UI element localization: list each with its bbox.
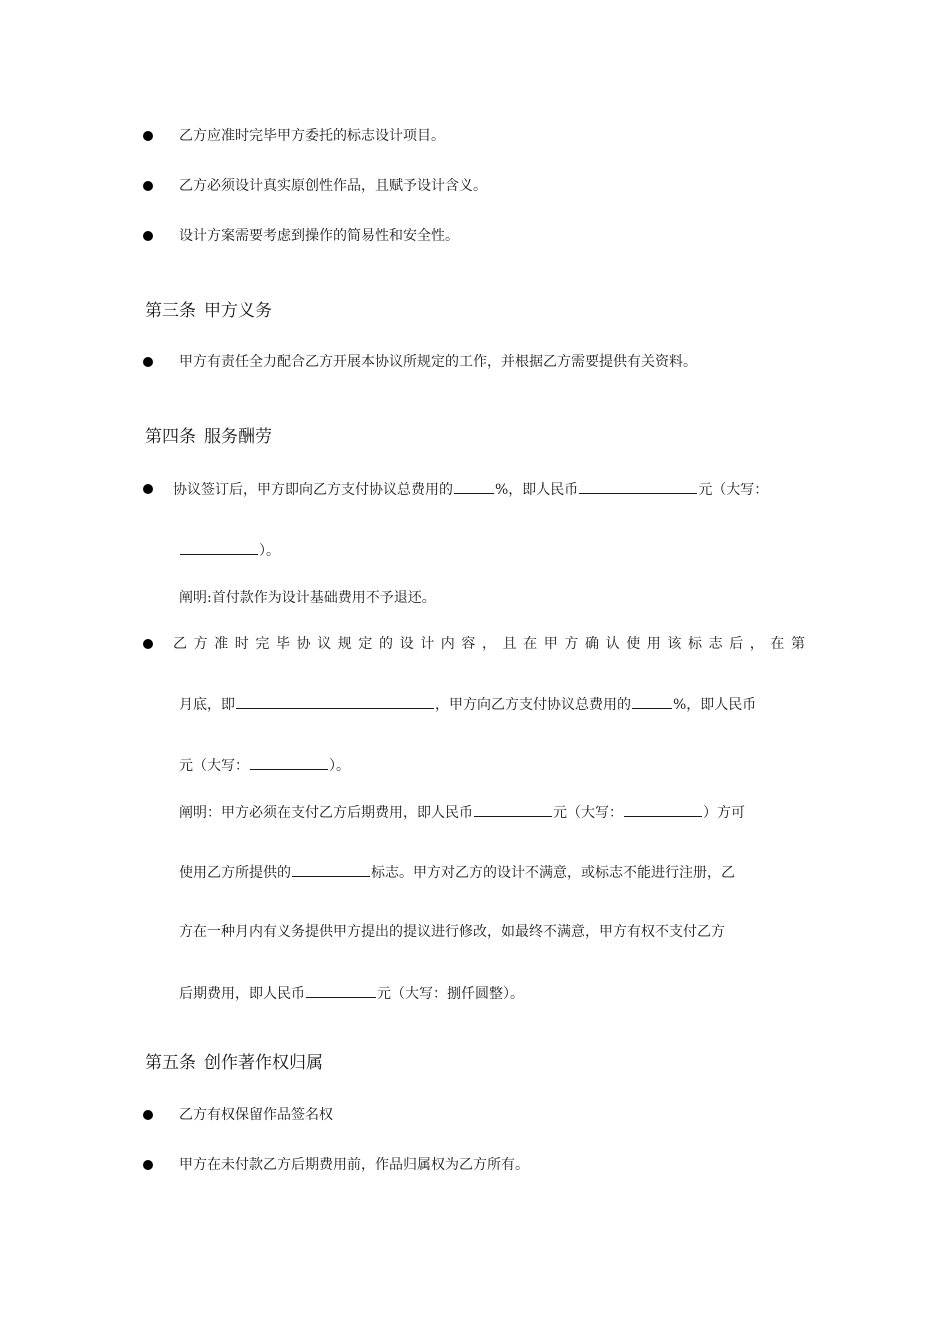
section-title: 甲方义务 — [204, 301, 272, 321]
clause-text: 元（大写： — [179, 758, 249, 774]
bullet-icon — [143, 639, 153, 649]
clause-text: ）。 — [329, 758, 350, 774]
amount-blank — [474, 802, 552, 817]
clause-text: 乙方准时完毕协议规定的设计内容，且在甲方确认使用该标志后，在第 — [173, 636, 812, 652]
clause-text: %，即人民币 — [673, 697, 757, 713]
clause-text: %，即人民币 — [495, 482, 579, 498]
bullet-icon — [143, 1160, 153, 1170]
clause-text: 协议签订后，甲方即向乙方支付协议总费用的 — [173, 482, 453, 498]
clause-continuation — [179, 694, 756, 715]
note-line — [179, 802, 745, 823]
note-text: 使用乙方所提供的 — [179, 865, 291, 881]
date-blank — [236, 694, 434, 709]
clause-text: ，甲方向乙方支付协议总费用的 — [435, 697, 631, 713]
percent-blank — [632, 694, 672, 709]
bullet-icon — [143, 1110, 153, 1120]
percent-blank — [454, 479, 494, 494]
list-item-text: 乙方必须设计真实原创性作品，且赋予设计含义。 — [179, 178, 487, 194]
clause-text: 月底，即 — [179, 697, 235, 713]
section-heading-3 — [145, 299, 272, 323]
note-text: 阐明:首付款作为设计基础费用不予退还。 — [179, 590, 436, 606]
logo-name-blank — [292, 862, 370, 877]
uppercase-amount-blank — [180, 540, 258, 555]
list-item-text: 乙方应准时完毕甲方委托的标志设计项目。 — [179, 128, 445, 144]
uppercase-amount-blank — [624, 802, 702, 817]
section-title: 创作著作权归属 — [204, 1053, 323, 1073]
list-item-text: 设计方案需要考虑到操作的简易性和安全性。 — [179, 228, 459, 244]
uppercase-amount-blank — [250, 755, 328, 770]
note-line — [179, 862, 735, 883]
note-text: ）方可 — [703, 805, 745, 821]
amount-blank — [579, 479, 697, 494]
note-line — [179, 983, 524, 1004]
section-number: 第五条 — [145, 1053, 196, 1073]
note-text: 阐明：甲方必须在支付乙方后期费用，即人民币 — [179, 805, 473, 821]
clause-continuation — [179, 540, 280, 561]
section-number: 第四条 — [145, 427, 196, 447]
clause-continuation — [179, 755, 350, 776]
section-heading-5 — [145, 1051, 323, 1075]
bullet-icon — [143, 484, 153, 494]
list-item-text: 乙方有权保留作品签名权 — [179, 1107, 333, 1123]
clause-text: ）。 — [259, 543, 280, 559]
bullet-icon — [143, 357, 153, 367]
note-text: 元（大写：捌仟圆整）。 — [377, 986, 524, 1002]
section-title: 服务酬劳 — [204, 427, 272, 447]
note-text: 后期费用，即人民币 — [179, 986, 305, 1002]
bullet-icon — [143, 131, 153, 141]
bullet-icon — [143, 231, 153, 241]
note-text: 方在一种月内有义务提供甲方提出的提议进行修改，如最终不满意，甲方有权不支付乙方 — [179, 924, 725, 940]
section-heading-4 — [145, 425, 272, 449]
section-number: 第三条 — [145, 301, 196, 321]
list-item-text: 甲方在未付款乙方后期费用前，作品归属权为乙方所有。 — [179, 1157, 529, 1173]
list-item-text: 甲方有责任全力配合乙方开展本协议所规定的工作，并根据乙方需要提供有关资料。 — [179, 354, 697, 370]
note-text: 元（大写： — [553, 805, 623, 821]
amount-blank — [306, 983, 376, 998]
note-text: 标志。甲方对乙方的设计不满意，或标志不能进行注册，乙 — [371, 865, 735, 881]
payment-clause-1 — [173, 479, 768, 500]
clause-text: 元（大写： — [698, 482, 769, 498]
bullet-icon — [143, 181, 153, 191]
